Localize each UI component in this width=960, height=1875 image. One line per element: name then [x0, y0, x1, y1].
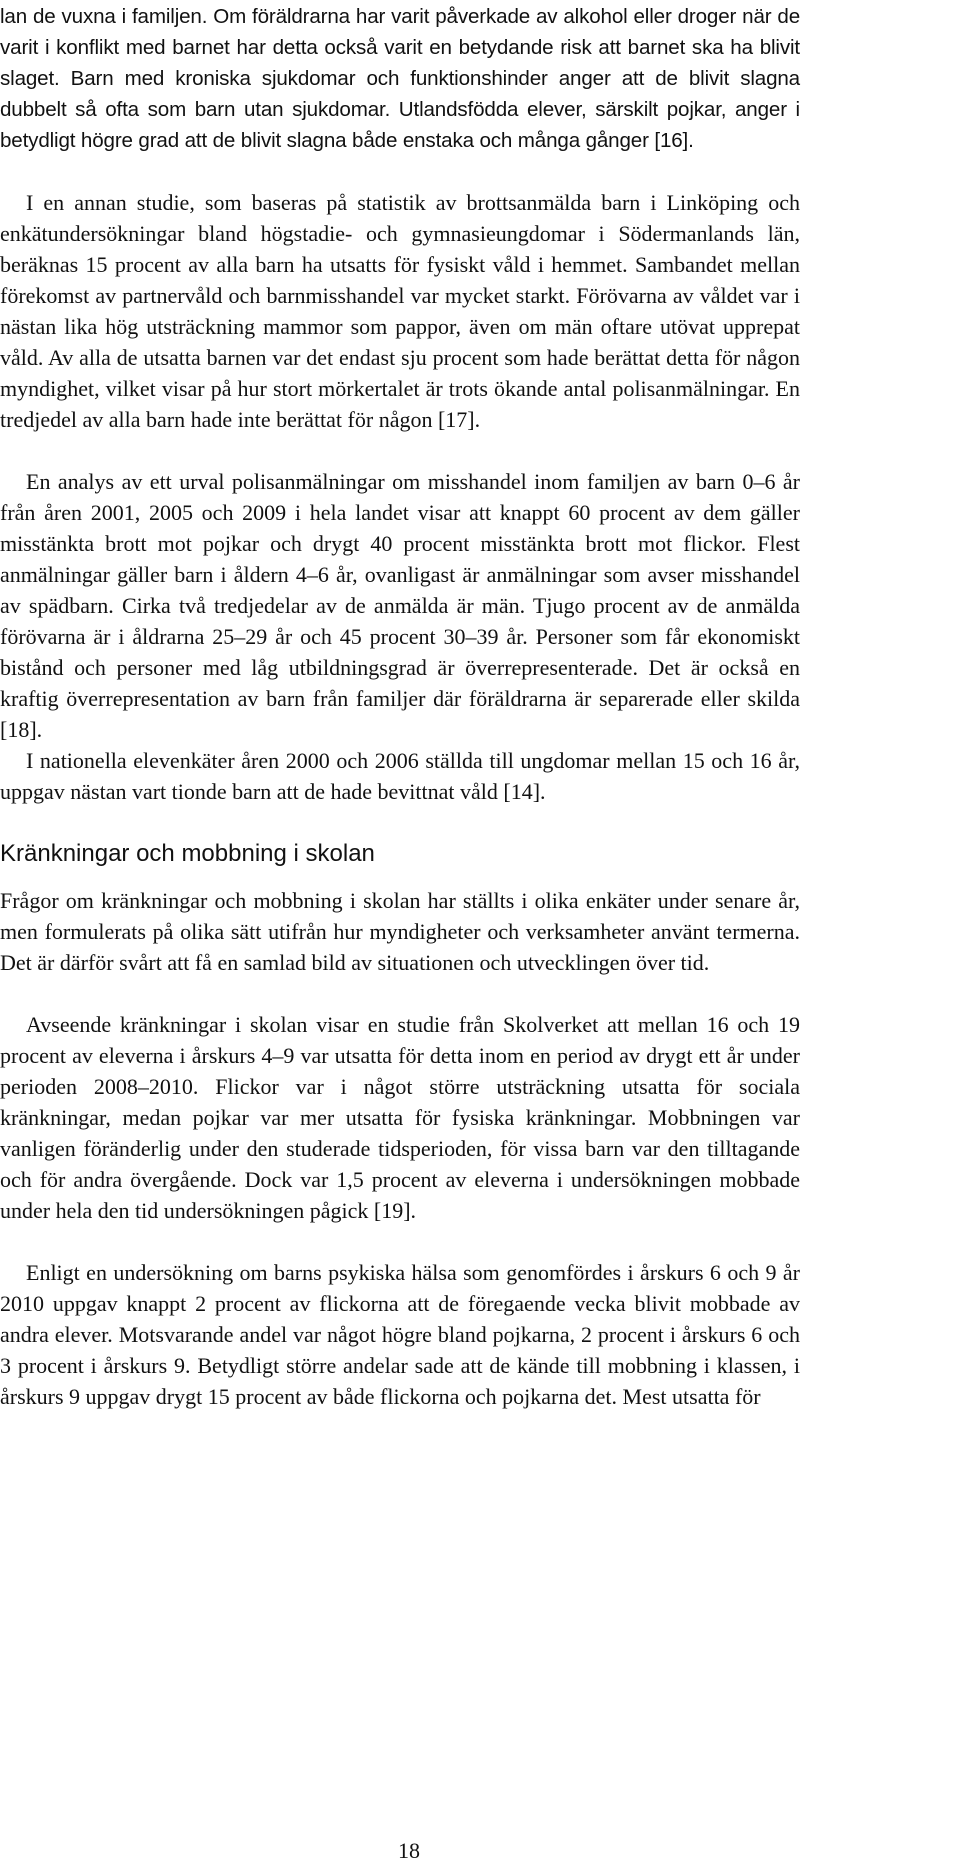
- paragraph-risk-factors: lan de vuxna i familjen. Om föräldrarna har varit påverkade av alkohol eller droger när de varit i konflikt med barnet har detta också varit en betydande risk att barnet ska ha blivit slaget. Barn med kroniska sjukdomar och funktionshinder anger att de blivit slagna dubbelt så ofta som barn utan sjukdomar. Utlandsfödda elever, särskilt pojkar, anger i betydligt högre grad att de blivit slagna både enstaka och många gånger [16].: [0, 5, 800, 152]
- paragraph-skolverket-study: Avseende kränkningar i skolan visar en studie från Skolverket att mellan 16 och 19 procent av eleverna i årskurs 4–9 var utsatta för detta inom en period av drygt ett år under perioden 2008–2010. Flickor var i något större utsträckning utsatta för sociala kränkningar, medan pojkar var mer utsatta för fysiska kränkningar. Mobbningen var vanligen föränderlig under den studerade tidsperioden, för vissa barn var den tilltagande och för andra övergående. Dock var 1,5 procent av eleverna i undersökningen mobbade under hela den tid undersökningen pågick [19].: [0, 1012, 800, 1223]
- paragraph-mental-health-survey: Enligt en undersökning om barns psykiska hälsa som genomfördes i årskurs 6 och 9 år 2010 uppgav knappt 2 procent av flickorna att de föregaende vecka blivit mobbade av andra elever. Motsvarande andel var något högre bland pojkarna, 2 procent i årskurs 6 och 3 procent i årskurs 9. Betydligt större andelar sade att de kände till mobbning i klassen, i årskurs 9 uppgav drygt 15 procent av både flickorna och pojkarna det. Mest utsatta för: [0, 1260, 800, 1409]
- section-heading: Kränkningar och mobbning i skolan: [0, 840, 375, 867]
- page-number: 18: [398, 1838, 420, 1863]
- paragraph-surveys-overview: Frågor om kränkningar och mobbning i skolan har ställts i olika enkäter under senare år, men formulerats på olika sätt utifrån hur myndigheter och verksamheter använt termerna. Det är därför svårt att få en samlad bild av situationen och utvecklingen över tid.: [0, 888, 800, 975]
- paragraph-linkoping-study: I en annan studie, som baseras på statistik av brottsanmälda barn i Linköping och enkätundersökningar bland högstadie- och gymnasieungdomar i Södermanlands län, beräknas 15 procent av alla barn ha utsatts för fysiskt våld i hemmet. Sambandet mellan förekomst av partnervåld och barnmisshandel var mycket starkt. Förövarna av våldet var i nästan lika hög utsträckning mammor som pappor, även om män oftare utövat upprepat våld. Av alla de utsatta barnen var det endast sju procent som hade berättat detta för någon myndighet, vilket visar på hur stort mörkertalet är trots ökande antal polisanmälningar. En tredjedel av alla barn hade inte berättat för någon [17].: [0, 190, 800, 432]
- paragraph-police-reports-analysis: En analys av ett urval polisanmälningar om misshandel inom familjen av barn 0–6 år från åren 2001, 2005 och 2009 i hela landet visar att knappt 60 procent av dem gäller misstänkta brott mot pojkar och drygt 40 procent misstänkta brott mot flickor. Flest anmälningar gäller barn i åldern 4–6 år, ovanligast är anmälningar som avser misshandel av spädbarn. Cirka två tredjedelar av de anmälda är män. Tjugo procent av de anmälda förövarna är i åldrarna 25–29 år och 45 procent 30–39 år. Personer som får ekonomiskt bistånd och personer med låg utbildningsgrad är överrepresenterade. Det är också en kraftig överrepresentation av barn från familjer där föräldrarna är separerade eller skilda [18].: [0, 469, 800, 742]
- paragraph-national-student-surveys: I nationella elevenkäter åren 2000 och 2006 ställda till ungdomar mellan 15 och 16 år, uppgav nästan vart tionde barn att de hade bevittnat våld [14].: [0, 748, 800, 804]
